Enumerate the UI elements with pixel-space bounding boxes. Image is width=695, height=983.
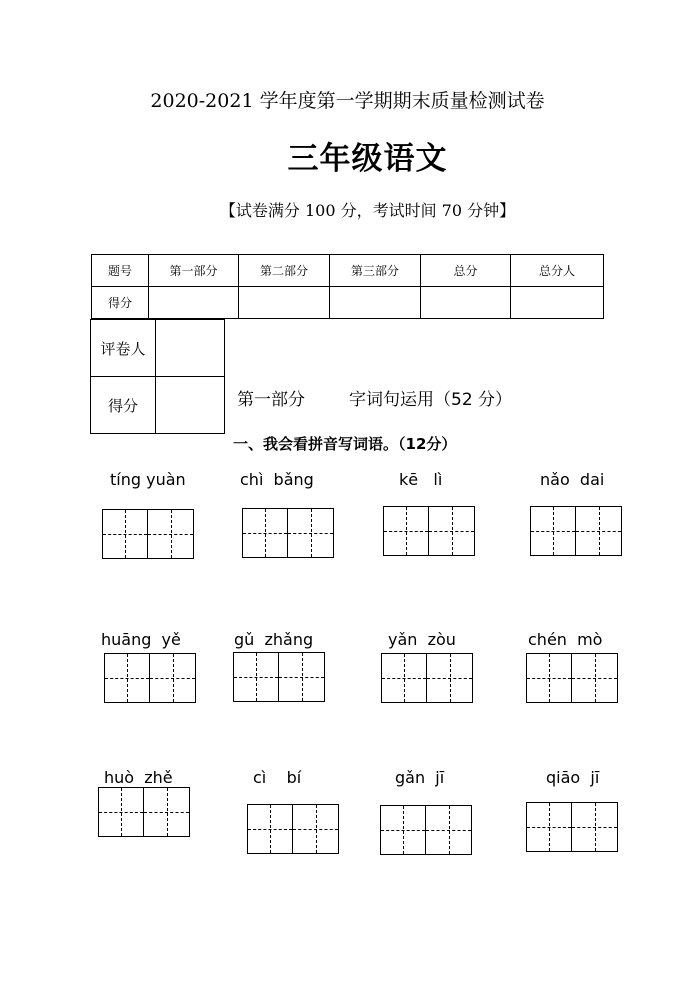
writing-cell[interactable] xyxy=(427,653,473,703)
page-title: 三年级语文 xyxy=(287,141,448,177)
score-blank-cell xyxy=(239,287,330,319)
pinyin-label: qiāo jī xyxy=(546,768,600,787)
writing-cell[interactable] xyxy=(526,653,572,703)
pinyin-label: huò zhě xyxy=(104,768,173,787)
pinyin-label: nǎo dai xyxy=(540,470,605,489)
score-blank-cell xyxy=(330,287,421,319)
writing-cell[interactable] xyxy=(247,804,293,854)
part1-name: 字词句运用（52 分） xyxy=(349,390,513,410)
writing-cell[interactable] xyxy=(429,506,475,556)
score-table-cell: 第二部分 xyxy=(239,255,330,287)
writing-grid[interactable] xyxy=(530,506,622,556)
writing-cell[interactable] xyxy=(104,653,150,703)
writing-grid[interactable] xyxy=(381,653,473,703)
writing-cell[interactable] xyxy=(279,652,325,702)
writing-cell[interactable] xyxy=(380,805,426,855)
writing-cell[interactable] xyxy=(293,804,339,854)
writing-cell[interactable] xyxy=(102,509,148,559)
pinyin-label: huāng yě xyxy=(101,630,181,649)
writing-cell[interactable] xyxy=(572,653,618,703)
pinyin-label: gǎn jī xyxy=(395,768,445,787)
writing-grid[interactable] xyxy=(380,805,472,855)
pinyin-label: chì bǎng xyxy=(240,470,314,489)
writing-cell[interactable] xyxy=(288,508,334,558)
writing-cell[interactable] xyxy=(576,506,622,556)
writing-grid[interactable] xyxy=(383,506,475,556)
writing-grid[interactable] xyxy=(526,802,618,852)
writing-grid[interactable] xyxy=(98,787,190,837)
question1-title: 一、我会看拼音写词语。（12分） xyxy=(233,435,457,453)
writing-cell[interactable] xyxy=(98,787,144,837)
writing-grid[interactable] xyxy=(247,804,339,854)
exam-year-line: 2020-2021 学年度第一学期期末质量检测试卷 xyxy=(150,90,545,112)
score-blank-cell xyxy=(511,287,604,319)
writing-grid[interactable] xyxy=(102,509,194,559)
score-table-cell: 总分 xyxy=(421,255,511,287)
writing-grid[interactable] xyxy=(104,653,196,703)
score-table-cell: 总分人 xyxy=(511,255,604,287)
pinyin-label: chén mò xyxy=(528,630,603,649)
pinyin-label: cì bí xyxy=(253,768,302,787)
writing-grid[interactable] xyxy=(242,508,334,558)
writing-cell[interactable] xyxy=(148,509,194,559)
writing-cell[interactable] xyxy=(383,506,429,556)
writing-cell[interactable] xyxy=(150,653,196,703)
grader-score-label: 得分 xyxy=(91,377,156,434)
score-blank-cell xyxy=(421,287,511,319)
pinyin-label: kē lì xyxy=(399,470,443,489)
writing-cell[interactable] xyxy=(530,506,576,556)
exam-info-subtitle: 【试卷满分 100 分，考试时间 70 分钟】 xyxy=(219,201,516,220)
score-table-cell: 第三部分 xyxy=(330,255,421,287)
writing-cell[interactable] xyxy=(233,652,279,702)
score-table-cell: 题号 xyxy=(92,255,149,287)
writing-cell[interactable] xyxy=(526,802,572,852)
score-row-label: 得分 xyxy=(92,287,149,319)
reviewer-blank xyxy=(156,320,225,377)
pinyin-label: tíng yuàn xyxy=(110,470,186,489)
score-blank-cell xyxy=(149,287,239,319)
writing-cell[interactable] xyxy=(144,787,190,837)
writing-cell[interactable] xyxy=(381,653,427,703)
score-table-cell: 第一部分 xyxy=(149,255,239,287)
writing-grid[interactable] xyxy=(233,652,325,702)
writing-cell[interactable] xyxy=(572,802,618,852)
grader-box xyxy=(90,319,225,434)
reviewer-label: 评卷人 xyxy=(91,320,156,377)
writing-cell[interactable] xyxy=(242,508,288,558)
writing-cell[interactable] xyxy=(426,805,472,855)
score-table xyxy=(91,254,604,319)
pinyin-label: yǎn zòu xyxy=(388,630,456,649)
grader-score-blank xyxy=(156,377,225,434)
writing-grid[interactable] xyxy=(526,653,618,703)
pinyin-label: gǔ zhǎng xyxy=(234,630,314,649)
score-table-header-row xyxy=(92,255,604,287)
part1-label: 第一部分 xyxy=(237,390,305,410)
score-table-score-row xyxy=(92,287,604,319)
